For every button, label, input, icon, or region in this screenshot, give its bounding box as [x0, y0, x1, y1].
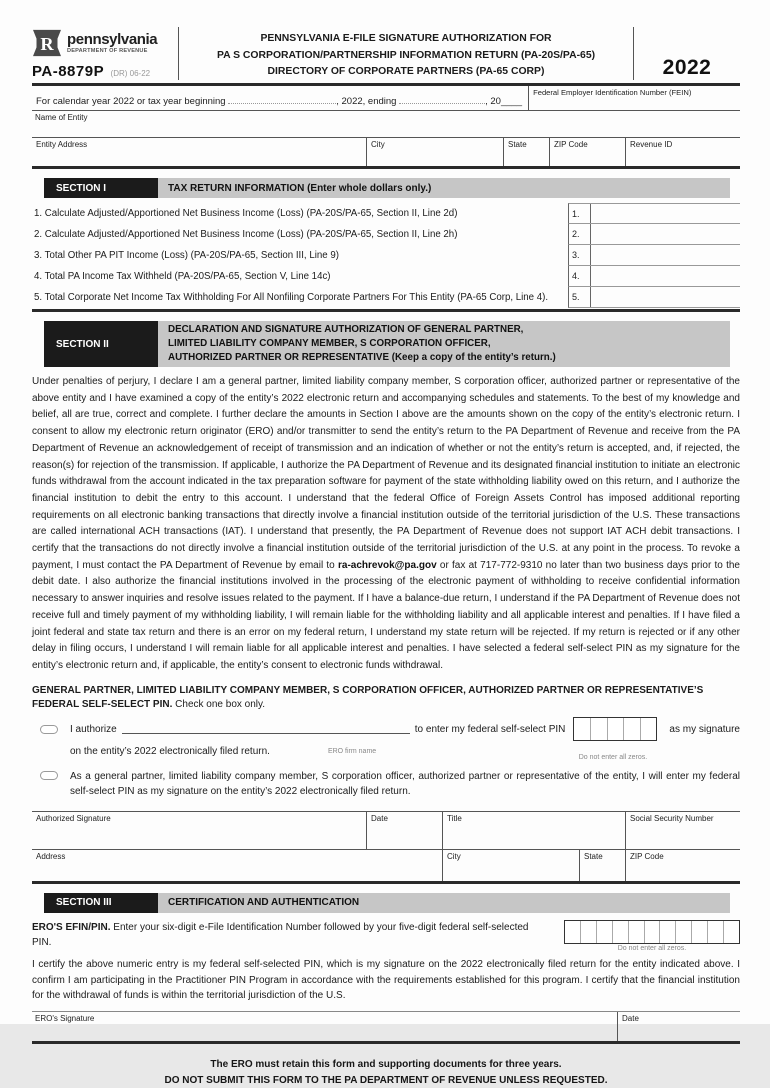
section2-title-line1: DECLARATION AND SIGNATURE AUTHORIZATION OF GENERAL PARTNER,: [168, 324, 524, 336]
pa-dor-logo: [32, 29, 178, 57]
table-row: [568, 266, 740, 287]
form-revision: (DR) 06-22: [110, 69, 151, 78]
option1-text-1: I authorize: [70, 723, 117, 735]
brand-name: pennsylvania: [67, 31, 158, 48]
option1-text-2: to enter my federal self-select PIN: [414, 723, 566, 735]
section3-title: CERTIFICATION AND AUTHENTICATION: [158, 893, 730, 913]
efin-instructions-bold: ERO'S EFIN/PIN.: [32, 921, 111, 933]
table-row: [568, 245, 740, 266]
form-number: PA-8879P: [32, 63, 105, 80]
pin-digit-cell[interactable]: [581, 921, 597, 943]
efin-instructions-text: Enter your six-digit e-File Identification Number followed by your five-digit federal self-selected PIN.: [32, 921, 529, 949]
pa-8879p-form: [32, 24, 740, 1088]
calendar-fein-row: [32, 86, 740, 111]
pin-option-2: [32, 769, 740, 800]
entity-city-label: City: [371, 140, 385, 149]
self-select-pin-boxes: [573, 717, 657, 741]
calendar-text-2: , 2022, ending: [336, 96, 397, 107]
footer-line2: DO NOT SUBMIT THIS FORM TO THE PA DEPARTMENT OF REVENUE UNLESS REQUESTED.: [164, 1074, 608, 1086]
section1-line-texts: [32, 203, 568, 308]
pin-digit-cell[interactable]: [624, 718, 641, 740]
signer-zip-label: ZIP Code: [630, 851, 664, 861]
section1-line4-text: 4. Total PA Income Tax Withheld (PA-20S/PA-65, Section V, Line 14c): [34, 271, 331, 282]
ero-date-field[interactable]: [617, 1012, 740, 1041]
signer-address-label: Address: [36, 851, 66, 861]
section2-title-line3: AUTHORIZED PARTNER OR REPRESENTATIVE (Keep a copy of the entity’s return.): [168, 351, 556, 363]
pin-digit-cell[interactable]: [597, 921, 613, 943]
form-title-line2: PA S CORPORATION/PARTNERSHIP INFORMATION RETURN (PA-20S/PA-65): [216, 49, 596, 61]
tax-year-beginning-field[interactable]: [228, 94, 336, 104]
revenue-id-label: Revenue ID: [630, 140, 673, 149]
signer-state-label: State: [584, 851, 603, 861]
pin-digit-cell[interactable]: [608, 718, 625, 740]
pin-digit-cell[interactable]: [724, 921, 739, 943]
pin-digit-cell[interactable]: [692, 921, 708, 943]
pin-heading-bold: GENERAL PARTNER, LIMITED LIABILITY COMPANY MEMBER, S CORPORATION OFFICER, AUTHORIZED PARTNER OR REPRESENTATIVE’S FEDERAL SELF-SELECT PIN.: [32, 684, 704, 711]
ssn-label: Social Security Number: [630, 813, 714, 823]
section2-title-line2: LIMITED LIABILITY COMPANY MEMBER, S CORPORATION OFFICER,: [168, 338, 491, 350]
entity-zip-field[interactable]: [549, 138, 625, 166]
option1-text-3: as my signature: [669, 723, 740, 735]
pin-digit-cell[interactable]: [660, 921, 676, 943]
title-label: Title: [447, 813, 462, 823]
pin-heading: [32, 684, 740, 713]
fein-field[interactable]: [528, 86, 740, 110]
signer-address-field[interactable]: [32, 850, 442, 881]
line2-amount-field[interactable]: [591, 224, 740, 244]
table-row: [32, 850, 740, 884]
signature-date-field[interactable]: [366, 812, 442, 849]
declaration-paragraph: [32, 374, 740, 675]
ero-date-label: Date: [622, 1014, 639, 1024]
table-row: [568, 203, 740, 224]
pin-option-1: [32, 723, 740, 759]
pin-digit-cell[interactable]: [565, 921, 581, 943]
line4-amount-field[interactable]: [591, 266, 740, 286]
form-number-row: [32, 63, 178, 81]
option1-checkbox[interactable]: [40, 725, 58, 734]
section1-line1-text: 1. Calculate Adjusted/Apportioned Net Business Income (Loss) (PA-20S/PA-65, Section II, Line 2d): [34, 208, 458, 219]
signer-state-field[interactable]: [579, 850, 625, 881]
ero-signature-field[interactable]: [32, 1012, 617, 1041]
tax-year-ending-field[interactable]: [399, 94, 485, 104]
entity-name-field[interactable]: [32, 111, 740, 138]
certification-paragraph: I certify the above numeric entry is my federal self-selected PIN, which is my signature on the 2022 electronically filed return for the entity indicated above. I confirm I am participating in the Practitioner PIN Program in accordance with the requirements established for this program. I certify that the financial institution for the withdrawal of funds is within the territorial jurisdiction of the U.S.: [32, 958, 740, 1002]
entity-state-label: State: [508, 140, 527, 149]
ero-signature-row: [32, 1011, 740, 1044]
form-title-line1: PENNSYLVANIA E-FILE SIGNATURE AUTHORIZATION FOR: [260, 33, 552, 44]
signer-zip-field[interactable]: [625, 850, 740, 881]
signer-city-field[interactable]: [442, 850, 579, 881]
efin-instructions: [32, 920, 548, 952]
option2-text: As a general partner, limited liability company member, S corporation officer, authorized partner or representative of the entity, I will enter my federal self-select PIN as my signature on the entity’s 2022 electronically filed return.: [70, 770, 740, 798]
section3-header: [44, 893, 730, 913]
entity-address-label: Entity Address: [36, 140, 88, 149]
keystone-icon: [32, 29, 62, 57]
pin-digit-cell[interactable]: [613, 921, 629, 943]
section1-body: [32, 203, 740, 308]
pin-digit-cell[interactable]: [676, 921, 692, 943]
signer-city-label: City: [447, 851, 461, 861]
ero-firm-name-caption: ERO firm name: [327, 747, 377, 755]
table-row: [568, 287, 740, 308]
form-title-line3: DIRECTORY OF CORPORATE PARTNERS (PA-65 CORP): [267, 66, 545, 78]
efin-pin-boxes: [564, 920, 740, 944]
revocation-email: ra-achrevok@pa.gov: [337, 559, 437, 571]
pin-digit-cell[interactable]: [641, 718, 657, 740]
brand-text: [67, 32, 157, 54]
section1-title: TAX RETURN INFORMATION (Enter whole dollars only.): [158, 178, 730, 198]
signature-date-label: Date: [371, 813, 388, 823]
section2-header: [44, 321, 730, 367]
section1-label: SECTION I: [44, 178, 158, 198]
fein-label: Federal Employer Identification Number (FEIN): [533, 88, 692, 97]
line1-amount-field[interactable]: [591, 204, 740, 223]
ero-signature-label: ERO's Signature: [35, 1014, 95, 1024]
section2-title: [158, 321, 730, 367]
declaration-text-2: or fax at 717-772-9310 no later than two business days prior to the debit date. I also authorize the financial institutions involved in the processing of the electronic payment of withholding to receive confidential information necessary to answer inquiries and resolve issues related to the payment. If I have a balance-due return, I understand if the PA Department of Revenue does not receive full and timely payment of my withholding liability, I will remain liable for the withholding liability and all applicable interest and penalties. If I have filed a joint federal and state tax return and there is an error on my federal return, I understand my state return will be rejected. If my return is rejected or if any other delay in filing occurs, I understand I will remain liable for all applicable interest and penalties. I have selected a federal self-select PIN as my signature for the entity’s electronic return and, if applicable, the entity’s consent to electronic funds withdrawal.: [32, 559, 740, 671]
pin-heading-note: Check one box only.: [172, 699, 266, 711]
line4-number: 4.: [569, 266, 591, 286]
entity-city-field[interactable]: [366, 138, 503, 166]
calendar-text-3: , 20____: [485, 96, 523, 107]
footer-line1: The ERO must retain this form and supporting documents for three years.: [210, 1059, 562, 1071]
authorized-signature-label: Authorized Signature: [36, 813, 111, 823]
revenue-id-field[interactable]: [625, 138, 740, 166]
section1-header: [44, 178, 730, 198]
form-header: [32, 24, 740, 86]
pin-zeros-note: Do not enter all zeros.: [578, 753, 648, 761]
option1-line2-text: on the entity’s 2022 electronically filed return.: [70, 745, 270, 757]
section1-line3-text: 3. Total Other PA PIT Income (Loss) (PA-20S/PA-65, Section III, Line 9): [34, 250, 339, 261]
section1-bottom-rule: [32, 309, 740, 312]
table-row: [568, 224, 740, 245]
svg-text:R: R: [40, 34, 54, 54]
authorized-signature-field[interactable]: [32, 812, 366, 849]
pin-digit-cell[interactable]: [629, 921, 645, 943]
title-field[interactable]: [442, 812, 625, 849]
calendar-text-1: For calendar year 2022 or tax year beginning: [36, 96, 226, 107]
calendar-year-line: [32, 86, 528, 110]
brand-subtitle: DEPARTMENT OF REVENUE: [67, 48, 148, 54]
entity-address-field[interactable]: [32, 138, 366, 166]
entity-state-field[interactable]: [503, 138, 549, 166]
section1-line2-text: 2. Calculate Adjusted/Apportioned Net Business Income (Loss) (PA-20S/PA-65, Section II, Line 2h): [34, 229, 458, 240]
section3-label: SECTION III: [44, 893, 158, 913]
entity-name-label: Name of Entity: [35, 113, 88, 122]
pin-digit-cell[interactable]: [645, 921, 661, 943]
pin-digit-cell[interactable]: [591, 718, 608, 740]
agency-block: [32, 24, 178, 83]
form-title: [179, 24, 633, 83]
line1-number: 1.: [569, 204, 591, 223]
entity-address-row: [32, 138, 740, 169]
declaration-text-1: Under penalties of perjury, I declare I am a general partner, limited liability company member, S corporation officer, authorized partner or representative of the above entity and I have examined a copy of the entity’s 2022 electronic return and accompanying schedules and statements. To the best of my knowledge and belief, all are true, correct and complete. I further declare the amounts in Section I above are the amounts shown on the copy of the entity’s electronic return. I consent to allow my electronic return originator (ERO) and/or transmitter to send the entity’s return to the PA Department of Revenue and receive from the PA Department of Revenue an acknowledgement of receipt of transmission and an indication of whether or not the entity’s return is accepted, and, if rejected, the reason(s) for rejection of the transmission. If applicable, I authorize the PA Department of Revenue and its designated financial institution to initiate an electronic funds withdrawal from the account indicated in the tax preparation software for payment of the state withholding liability owed on this return, and I authorize the financial institution to debit the entry to this account. I understand that the federal Office of Foreign Assets Control has imposed additional reporting requirements on all electronic banking transactions that directly involve a financial institution outside of the territorial jurisdiction of the U.S. These transactions are called international ACH transactions (IAT). I understand that presently, the PA Department of Revenue does not support IAT ACH debit transactions. I certify that the transactions do not directly involve a financial institution outside of the territorial jurisdiction of the U.S. at any point in the process. To revoke a payment, I must contact the PA Department of Revenue by email to: [32, 376, 740, 571]
form-footer: [32, 1057, 740, 1088]
efin-block: [32, 920, 740, 952]
option1-row1: [70, 723, 740, 737]
line2-number: 2.: [569, 224, 591, 244]
section1-line5-text: 5. Total Corporate Net Income Tax Withholding For All Nonfiling Corporate Partners For This Entity (PA-65 Corp, Line 4).: [34, 292, 549, 303]
tax-year: 2022: [662, 56, 712, 79]
ero-firm-name-field[interactable]: [122, 723, 410, 734]
table-row: [32, 812, 740, 850]
option2-checkbox[interactable]: [40, 771, 58, 780]
entity-zip-label: ZIP Code: [554, 140, 588, 149]
ssn-field[interactable]: [625, 812, 740, 849]
line3-amount-field[interactable]: [591, 245, 740, 265]
pin-digit-cell[interactable]: [574, 718, 591, 740]
authorized-signature-table: [32, 811, 740, 884]
section1-amount-grid: [568, 203, 740, 308]
line5-number: 5.: [569, 287, 591, 307]
line3-number: 3.: [569, 245, 591, 265]
section2-label: SECTION II: [44, 321, 158, 367]
line5-amount-field[interactable]: [591, 287, 740, 307]
pin-digit-cell[interactable]: [708, 921, 724, 943]
efin-zeros-note: Do not enter all zeros.: [617, 944, 687, 952]
efin-pin-box-wrap: [564, 920, 740, 952]
